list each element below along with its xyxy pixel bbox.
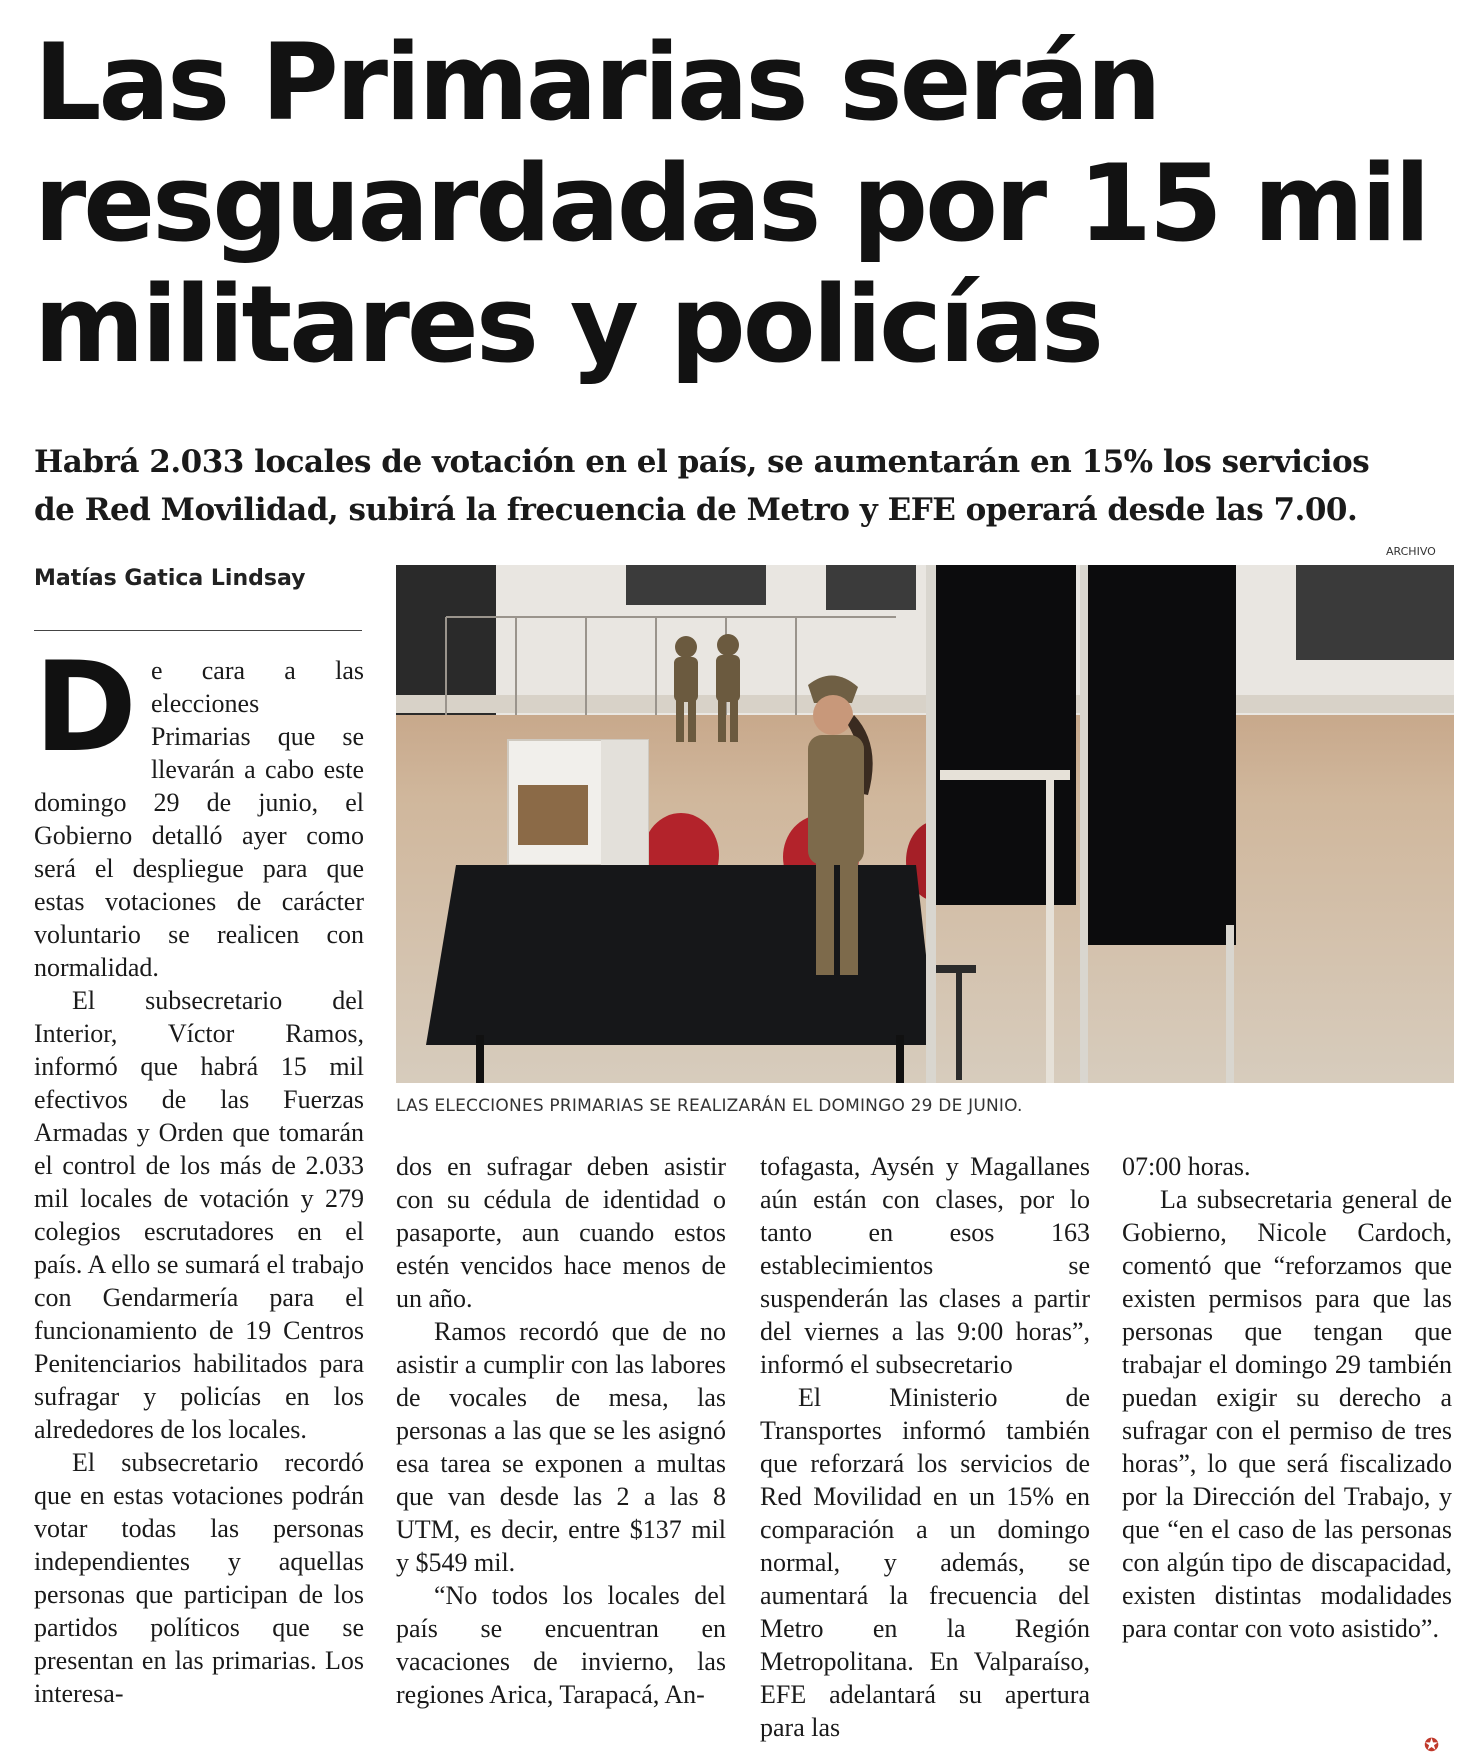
paragraph: dos en sufragar deben asistir con su cédula de identidad o pasaporte, aun cuando estos estén vencidos hace menos de un año. bbox=[396, 1152, 726, 1313]
body-column-2 bbox=[396, 1150, 726, 1711]
subheadline bbox=[34, 438, 1434, 534]
headline-line-3: militares y policías bbox=[34, 263, 1101, 386]
headline bbox=[34, 21, 1428, 386]
photo-illustration bbox=[396, 565, 1454, 1083]
paragraph: La subsecretaria general de Gobierno, Nicole Cardoch, comentó que “reforzamos que existen permisos para que las personas que tengan que trabajar el domingo 29 también puedan exigir su derecho a sufragar con el permiso de tres horas”, lo que será fiscalizado por la Dirección del Trabajo, y que “en el caso de las personas con algún tipo de discapacidad, existen distintas modalidades para contar con voto asistido”. bbox=[1122, 1185, 1452, 1643]
body-column-1 bbox=[34, 636, 364, 1710]
drop-cap: D bbox=[34, 636, 137, 780]
subhead-line-1: Habrá 2.033 locales de votación en el país, se aumentarán en 15% los servicios bbox=[34, 444, 1370, 480]
headline-line-1: Las Primarias serán bbox=[34, 21, 1159, 144]
end-of-article-icon: ✪ bbox=[1424, 1735, 1440, 1755]
paragraph: tofagasta, Aysén y Magallanes aún están con clases, por lo tanto en esos 163 establecimientos se suspenderán las clases a partir del viernes a las 9:00 horas”, informó el subsecretario bbox=[760, 1152, 1090, 1379]
byline: Matías Gatica Lindsay bbox=[34, 566, 306, 591]
photo-credit: ARCHIVO bbox=[1386, 545, 1436, 558]
headline-line-2: resguardadas por 15 mil bbox=[34, 142, 1428, 265]
paragraph: 07:00 horas. bbox=[1122, 1152, 1251, 1181]
body-column-3 bbox=[760, 1150, 1090, 1744]
paragraph: “No todos los locales del país se encuentran en vacaciones de invierno, las regiones Arica, Tarapacá, An- bbox=[396, 1581, 726, 1709]
body-column-4 bbox=[1122, 1150, 1452, 1645]
paragraph: El Ministerio de Transportes informó también que reforzará los servicios de Red Movilidad en un 15% en comparación a un domingo normal, y además, se aumentará la frecuencia del Metro en la Región Metropolitana. En Valparaíso, EFE adelantará su apertura para las bbox=[760, 1383, 1090, 1742]
paragraph: Ramos recordó que de no asistir a cumplir con las labores de vocales de mesa, las personas a las que se les asignó esa tarea se exponen a multas que van desde las 2 a las 8 UTM, es decir, entre $137 mil y $549 mil. bbox=[396, 1317, 726, 1577]
byline-divider bbox=[34, 630, 362, 631]
subhead-line-2: de Red Movilidad, subirá la frecuencia de Metro y EFE operará desde las 7.00. bbox=[34, 492, 1358, 528]
paragraph: El subsecretario del Interior, Víctor Ramos, informó que habrá 15 mil efectivos de las Fuerzas Armadas y Orden que tomarán el control de los más de 2.033 mil locales de votación y 279 colegios escrutadores en el país. A ello se sumará el trabajo con Gendarmería para el funcionamiento de 19 Centros Penitenciarios habilitados para sufragar y policías en los alrededores de los locales. bbox=[34, 986, 364, 1444]
paragraph: e cara a las elecciones Primarias que se llevarán a cabo este domingo 29 de junio, el Gobierno detalló ayer como será el despliegue para que estas votaciones de carácter voluntario se realicen con normalidad. bbox=[34, 656, 364, 982]
article-photo bbox=[396, 565, 1454, 1083]
photo-caption: LAS ELECCIONES PRIMARIAS SE REALIZARÁN EL DOMINGO 29 DE JUNIO. bbox=[396, 1096, 1023, 1116]
paragraph: El subsecretario recordó que en estas votaciones podrán votar todas las personas independientes y aquellas personas que participan de los partidos políticos que se presentan en las primarias. Los interesa- bbox=[34, 1448, 364, 1708]
